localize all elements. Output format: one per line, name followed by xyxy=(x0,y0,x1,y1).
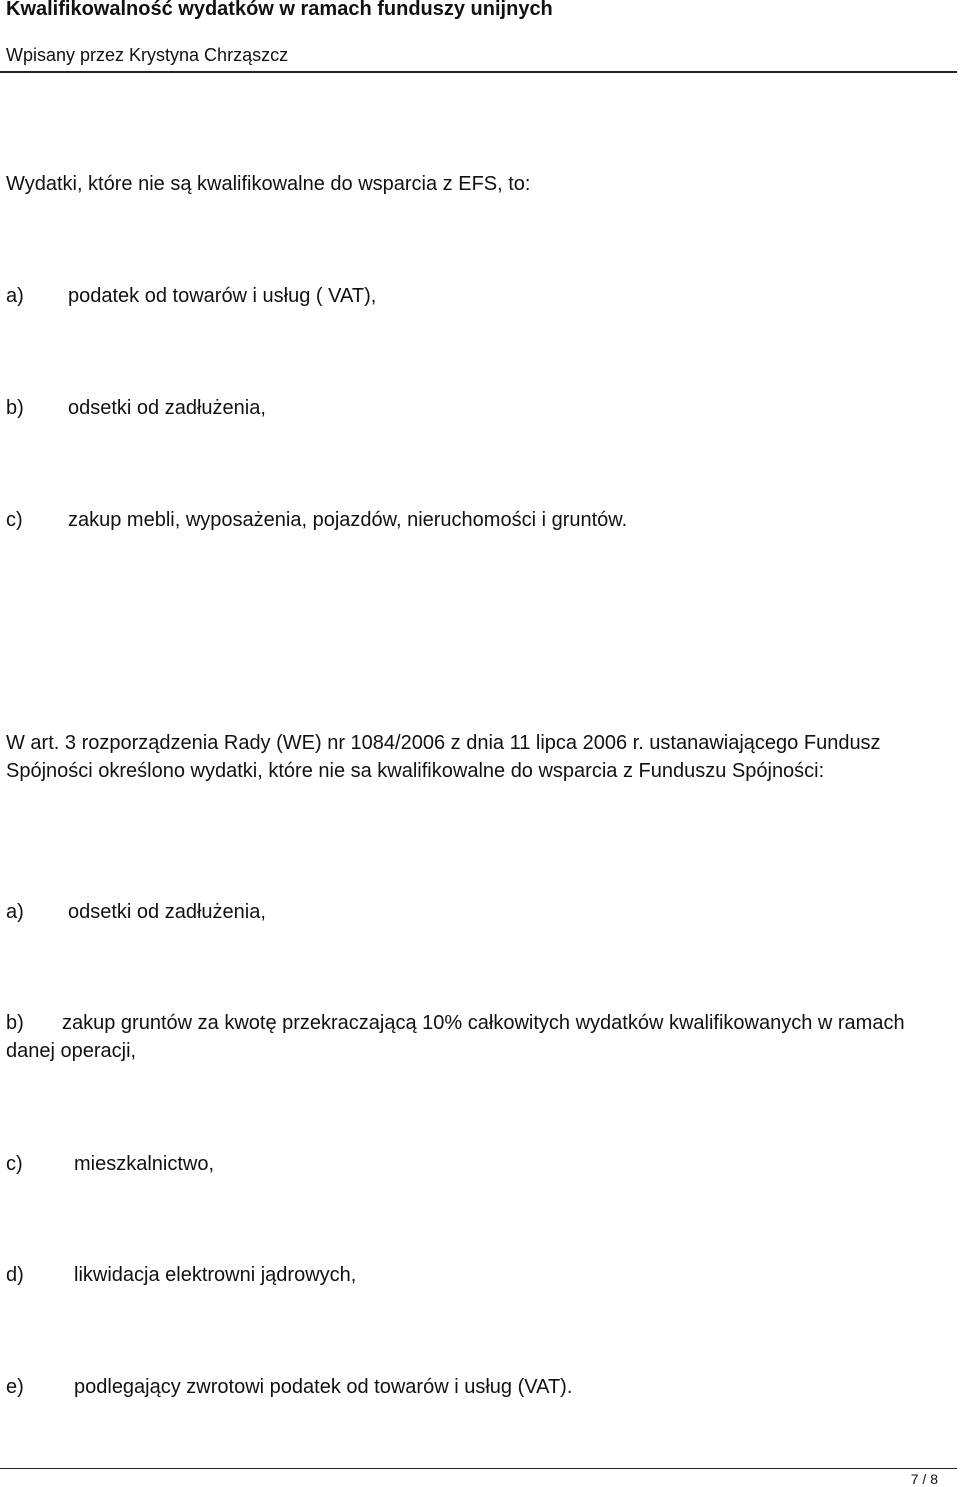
item-text: zakup gruntów za kwotę przekraczającą 10% całkowitych wydatków kwalifikowanych w ramach danej operacji, xyxy=(6,1012,905,1062)
footer-divider xyxy=(0,1468,957,1469)
item-text: odsetki od zadłużenia, xyxy=(68,397,266,419)
item-label: e) xyxy=(6,1376,24,1398)
section1-item-c xyxy=(6,506,627,534)
section2-item-d xyxy=(6,1261,356,1289)
item-label: c) xyxy=(6,1153,23,1175)
item-text: zakup mebli, wyposażenia, pojazdów, nieruchomości i gruntów. xyxy=(68,509,628,531)
author-line: Wpisany przez Krystyna Chrząszcz xyxy=(6,45,289,65)
header-divider xyxy=(0,71,957,73)
item-label: a) xyxy=(6,285,24,307)
item-text: podatek od towarów i usług ( VAT), xyxy=(68,285,377,307)
section2-item-b xyxy=(6,1009,946,1065)
item-label: c) xyxy=(6,509,23,531)
item-label: d) xyxy=(6,1264,24,1286)
section1-item-b xyxy=(6,394,266,422)
document-title: Kwalifikowalność wydatków w ramach funduszy unijnych xyxy=(6,0,553,20)
section2-intro: W art. 3 rozporządzenia Rady (WE) nr 1084/2006 z dnia 11 lipca 2006 r. ustanawiającego Fundusz Spójności określono wydatki, które nie sa kwalifikowalne do wsparcia z Funduszu Spójności: xyxy=(6,732,881,782)
item-text: odsetki od zadłużenia, xyxy=(68,901,266,923)
item-label: a) xyxy=(6,901,24,923)
page-number: 7 / 8 xyxy=(910,1471,938,1487)
item-label: b) xyxy=(6,397,24,419)
section2-item-e xyxy=(6,1373,572,1401)
item-text: likwidacja elektrowni jądrowych, xyxy=(74,1264,357,1286)
section2-item-c xyxy=(6,1150,214,1178)
item-text: mieszkalnictwo, xyxy=(74,1153,215,1175)
item-text: podlegający zwrotowi podatek od towarów i usług (VAT). xyxy=(74,1376,573,1398)
section1-intro: Wydatki, które nie są kwalifikowalne do wsparcia z EFS, to: xyxy=(6,173,531,195)
item-label: b) xyxy=(6,1012,24,1034)
section2-item-a xyxy=(6,898,266,926)
section1-item-a xyxy=(6,282,376,310)
